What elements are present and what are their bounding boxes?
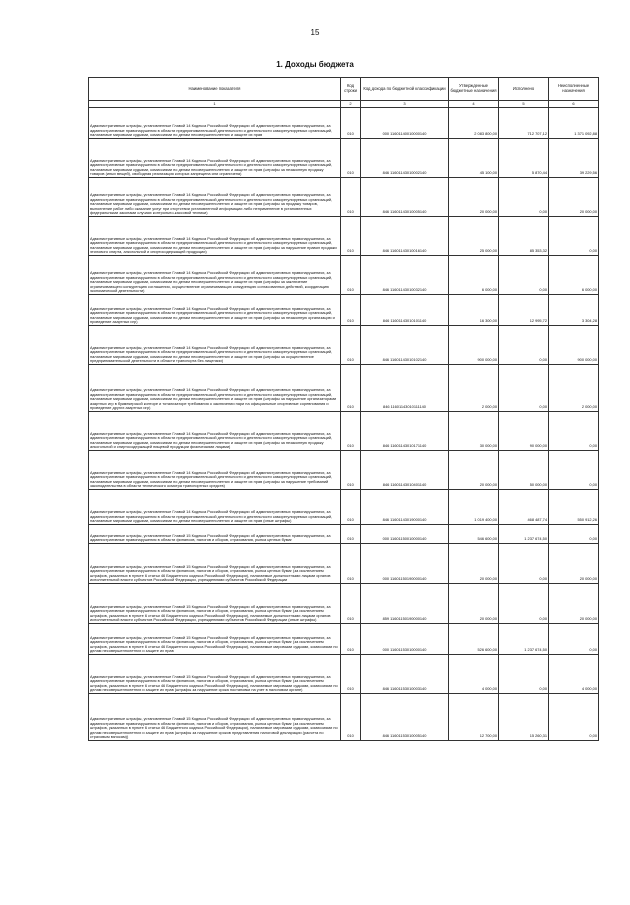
header-unexecuted: Неисполненные назначения — [549, 78, 599, 101]
row-code-cell: 010 — [341, 412, 361, 451]
row-name-cell: Административные штрафы, установленные Главой 15 Кодекса Российской Федерации об административных правонарушениях, за административные правонарушения в области финансов, налогов и сборов, страхования, рынка ценных бумаг — [89, 525, 341, 544]
row-name-cell: Административные штрафы, установленные Главой 14 Кодекса Российской Федерации об административных правонарушениях, за административные правонарушения в области предпринимательской деятельности и деятельности саморегулируемых организаций, налагаемые мировыми судьями, комиссиями по делам несовершеннолетних и защите их прав (штрафы за незаконную продажу товаров (иных вещей), свободная реализация которых запрещена или ограничена) — [89, 139, 341, 178]
row-unexecuted-cell: 20 000,00 — [549, 178, 599, 217]
page-title: 1. Доходы бюджета — [276, 60, 354, 69]
row-code-cell: 010 — [341, 544, 361, 584]
row-classification-cell: 846 11601143010101140 — [361, 295, 449, 326]
budget-income-table — [88, 77, 599, 741]
table-row — [89, 256, 599, 295]
row-name-cell: Административные штрафы, установленные Главой 14 Кодекса Российской Федерации об административных правонарушениях, за административные правонарушения в области предпринимательской деятельности и деятельности саморегулируемых организаций, налагаемые мировыми судьями, комиссиями по делам несовершеннолетних и защите их прав (штрафы за незаконную продажу алкогольной и спиртосодержащей пищевой продукции физическими лицами) — [89, 412, 341, 451]
row-name-cell: Административные штрафы, установленные Главой 15 Кодекса Российской Федерации об административных правонарушениях, за административные правонарушения в области финансов, налогов и сборов, страхования, рынка ценных бумаг (за исключением штрафов, указанных в пункте 6 статьи 46 Бюджетного кодекса Российской Федерации), налагаемые мировыми судьями, комиссиями по делам несовершеннолетних и защите их прав (штрафы за нарушение сроков представления налоговой декларации (расчета по страховым взносам)) — [89, 694, 341, 741]
row-unexecuted-cell: 900 000,00 — [549, 326, 599, 365]
column-number-row — [89, 101, 599, 108]
row-approved-cell: 20 000,00 — [449, 584, 499, 624]
row-classification-cell: 859 11601150190000140 — [361, 584, 449, 624]
row-approved-cell: 25 000,00 — [449, 217, 499, 256]
row-approved-cell: 526 600,00 — [449, 624, 499, 655]
row-approved-cell: 20 000,00 — [449, 451, 499, 490]
column-number: 6 — [549, 101, 599, 108]
row-unexecuted-cell: 1 371 092,88 — [549, 108, 599, 139]
header-approved: Утвержденные бюджетные назначения — [449, 78, 499, 101]
row-name-cell: Административные штрафы, установленные Главой 15 Кодекса Российской Федерации об административных правонарушениях, за административные правонарушения в области финансов, налогов и сборов, страхования, рынка ценных бумаг (за исключением штрафов, указанных в пункте 6 статьи 46 Бюджетного кодекса Российской Федерации), налагаемые должностными лицами органов исполнительной власти субъектов Российской Федерации, учреждениями субъектов Российской Федерации (иные штрафы) — [89, 584, 341, 624]
row-name-cell: Административные штрафы, установленные Главой 15 Кодекса Российской Федерации об административных правонарушениях, за административные правонарушения в области финансов, налогов и сборов, страхования, рынка ценных бумаг (за исключением штрафов, указанных в пункте 6 статьи 46 Бюджетного кодекса Российской Федерации), налагаемые мировыми судьями, комиссиями по делам несовершеннолетних и защите их прав — [89, 624, 341, 655]
row-executed-cell: 1 237 674,50 — [499, 525, 549, 544]
row-name-cell: Административные штрафы, установленные Главой 14 Кодекса Российской Федерации об административных правонарушениях, за административные правонарушения в области предпринимательской деятельности и деятельности саморегулируемых организаций, налагаемые мировыми судьями, комиссиями по делам несовершеннолетних и защите их прав (штрафы за нарушение требований законодательства в области технического осмотра транспортных средств) — [89, 451, 341, 490]
row-code-cell: 010 — [341, 108, 361, 139]
row-code-cell: 010 — [341, 295, 361, 326]
row-name-cell: Административные штрафы, установленные Главой 14 Кодекса Российской Федерации об административных правонарушениях, за административные правонарушения в области предпринимательской деятельности и деятельности саморегулируемых организаций, налагаемые мировыми судьями, комиссиями по делам несовершеннолетних и защите их прав (штрафы за продажу товаров, выполнение работ либо оказание услуг при отсутствии установленной информации либо неприменение в установленных федеральными законами случаях контрольно-кассовой техники) — [89, 178, 341, 217]
column-number: 2 — [341, 101, 361, 108]
table-header-row — [89, 78, 599, 101]
column-number: 5 — [499, 101, 549, 108]
row-executed-cell: 0,00 — [499, 655, 549, 694]
column-number: 4 — [449, 101, 499, 108]
table-row — [89, 624, 599, 655]
row-unexecuted-cell: 20 000,00 — [549, 544, 599, 584]
row-approved-cell: 6 000,00 — [449, 256, 499, 295]
row-approved-cell: 4 000,00 — [449, 655, 499, 694]
table-row — [89, 217, 599, 256]
row-executed-cell: 468 487,74 — [499, 490, 549, 525]
row-executed-cell: 0,00 — [499, 584, 549, 624]
row-approved-cell: 12 700,00 — [449, 694, 499, 741]
row-approved-cell: 20 000,00 — [449, 544, 499, 584]
row-code-cell: 010 — [341, 217, 361, 256]
row-classification-cell: 846 11601143010171140 — [361, 412, 449, 451]
row-unexecuted-cell: 39 229,56 — [549, 139, 599, 178]
row-unexecuted-cell: 2 000,00 — [549, 365, 599, 412]
row-code-cell: 010 — [341, 139, 361, 178]
row-executed-cell: 50 000,00 — [499, 451, 549, 490]
row-code-cell: 010 — [341, 655, 361, 694]
row-unexecuted-cell: 0,00 — [549, 412, 599, 451]
header-name: Наименование показателя — [89, 78, 341, 101]
row-classification-cell: 846 11601143010111140 — [361, 365, 449, 412]
row-approved-cell: 1 019 400,00 — [449, 490, 499, 525]
row-name-cell: Административные штрафы, установленные Главой 14 Кодекса Российской Федерации об административных правонарушениях, за административные правонарушения в области предпринимательской деятельности и деятельности саморегулируемых организаций, налагаемые мировыми судьями, комиссиями по делам несовершеннолетних и защите их прав (штрафы за нарушение организаторами азартных игр в букмекерской конторе и тотализаторе требования о заключении пари на официальные спортивные соревнования и проведение других азартных игр) — [89, 365, 341, 412]
row-classification-cell: 846 11601143019000140 — [361, 490, 449, 525]
row-classification-cell: 000 11601150010000140 — [361, 525, 449, 544]
table-row — [89, 584, 599, 624]
row-executed-cell: 0,00 — [499, 256, 549, 295]
row-executed-cell: 0,00 — [499, 326, 549, 365]
table-row — [89, 544, 599, 584]
row-approved-cell: 2 000,00 — [449, 365, 499, 412]
row-code-cell: 010 — [341, 326, 361, 365]
row-unexecuted-cell: 6 000,00 — [549, 256, 599, 295]
row-unexecuted-cell: 4 000,00 — [549, 655, 599, 694]
row-code-cell: 010 — [341, 694, 361, 741]
row-executed-cell: 90 000,00 — [499, 412, 549, 451]
row-code-cell: 010 — [341, 256, 361, 295]
row-classification-cell: 846 11601143010102140 — [361, 326, 449, 365]
row-name-cell: Административные штрафы, установленные Главой 14 Кодекса Российской Федерации об административных правонарушениях, за административные правонарушения в области предпринимательской деятельности и деятельности саморегулируемых организаций, налагаемые мировыми судьями, комиссиями по делам несовершеннолетних и защите их прав (штрафы за нарушение правил продажи этилового спирта, алкогольной и спиртосодержащей продукции) — [89, 217, 341, 256]
table-body — [89, 108, 599, 741]
row-unexecuted-cell: 0,00 — [549, 624, 599, 655]
row-classification-cell: 000 11601140010000140 — [361, 108, 449, 139]
row-name-cell: Административные штрафы, установленные Главой 14 Кодекса Российской Федерации об административных правонарушениях, за административные правонарушения в области предпринимательской деятельности и деятельности саморегулируемых организаций, налагаемые мировыми судьями, комиссиями по делам несовершеннолетних и защите их прав — [89, 108, 341, 139]
column-number: 1 — [89, 101, 341, 108]
row-code-cell: 010 — [341, 178, 361, 217]
row-classification-cell: 000 11601153010000140 — [361, 624, 449, 655]
row-unexecuted-cell: 0,00 — [549, 217, 599, 256]
row-approved-cell: 2 083 800,00 — [449, 108, 499, 139]
row-approved-cell: 45 100,00 — [449, 139, 499, 178]
row-unexecuted-cell: 0,00 — [549, 525, 599, 544]
table-row — [89, 655, 599, 694]
row-executed-cell: 5 870,44 — [499, 139, 549, 178]
row-code-cell: 010 — [341, 451, 361, 490]
row-approved-cell: 546 600,00 — [449, 525, 499, 544]
table-row — [89, 490, 599, 525]
row-name-cell: Административные штрафы, установленные Главой 15 Кодекса Российской Федерации об административных правонарушениях, за административные правонарушения в области финансов, налогов и сборов, страхования, рынка ценных бумаг (за исключением штрафов, указанных в пункте 6 статьи 46 Бюджетного кодекса Российской Федерации), налагаемые должностными лицами органов исполнительной власти субъектов Российской Федерации, учреждениями субъектов Российской Федерации — [89, 544, 341, 584]
table-row — [89, 295, 599, 326]
row-executed-cell: 0,00 — [499, 544, 549, 584]
column-number: 3 — [361, 101, 449, 108]
table-row — [89, 694, 599, 741]
row-classification-cell: 846 11601143010005140 — [361, 178, 449, 217]
row-unexecuted-cell: 3 304,28 — [549, 295, 599, 326]
row-code-cell: 010 — [341, 624, 361, 655]
row-executed-cell: 712 707,12 — [499, 108, 549, 139]
row-name-cell: Административные штрафы, установленные Главой 14 Кодекса Российской Федерации об административных правонарушениях, за административные правонарушения в области предпринимательской деятельности и деятельности саморегулируемых организаций, налагаемые мировыми судьями, комиссиями по делам несовершеннолетних и защите их прав (штрафы за незаконную организацию и проведение азартных игр) — [89, 295, 341, 326]
table-row — [89, 412, 599, 451]
row-name-cell: Административные штрафы, установленные Главой 15 Кодекса Российской Федерации об административных правонарушениях, за административные правонарушения в области финансов, налогов и сборов, страхования, рынка ценных бумаг (за исключением штрафов, указанных в пункте 6 статьи 46 Бюджетного кодекса Российской Федерации), налагаемые мировыми судьями, комиссиями по делам несовершеннолетних и защите их прав (штрафы за нарушение срока постановки на учет в налоговом органе) — [89, 655, 341, 694]
header-executed: Исполнено — [499, 78, 549, 101]
row-code-cell: 010 — [341, 490, 361, 525]
row-classification-cell: 846 11601153010003140 — [361, 655, 449, 694]
row-executed-cell: 85 353,32 — [499, 217, 549, 256]
row-approved-cell: 30 000,00 — [449, 412, 499, 451]
row-name-cell: Административные штрафы, установленные Главой 14 Кодекса Российской Федерации об административных правонарушениях, за административные правонарушения в области предпринимательской деятельности и деятельности саморегулируемых организаций, налагаемые мировыми судьями, комиссиями по делам несовершеннолетних и защите их прав (штрафы за осуществление предпринимательской деятельности в области транспорта без лицензии) — [89, 326, 341, 365]
row-executed-cell: 0,00 — [499, 365, 549, 412]
header-code: Код строки — [341, 78, 361, 101]
row-classification-cell: 846 11601143010032140 — [361, 256, 449, 295]
row-unexecuted-cell: 0,00 — [549, 694, 599, 741]
table-row — [89, 365, 599, 412]
row-code-cell: 010 — [341, 584, 361, 624]
table-row — [89, 139, 599, 178]
row-unexecuted-cell: 0,00 — [549, 451, 599, 490]
row-executed-cell: 15 260,31 — [499, 694, 549, 741]
row-classification-cell: 000 11601150190000140 — [361, 544, 449, 584]
row-classification-cell: 846 11601143010401140 — [361, 451, 449, 490]
row-executed-cell: 1 237 674,50 — [499, 624, 549, 655]
row-name-cell: Административные штрафы, установленные Главой 14 Кодекса Российской Федерации об административных правонарушениях, за административные правонарушения в области предпринимательской деятельности и деятельности саморегулируемых организаций, налагаемые мировыми судьями, комиссиями по делам несовершеннолетних и защите их прав (иные штрафы) — [89, 490, 341, 525]
row-approved-cell: 20 000,00 — [449, 178, 499, 217]
row-name-cell: Административные штрафы, установленные Главой 14 Кодекса Российской Федерации об административных правонарушениях, за административные правонарушения в области предпринимательской деятельности и деятельности саморегулируемых организаций, налагаемые мировыми судьями, комиссиями по делам несовершеннолетних и защите их прав (штрафы за заключение ограничивающего конкуренцию соглашения, осуществление ограничивающих конкуренцию согласованных действий, координацию экономической деятельности) — [89, 256, 341, 295]
table-row — [89, 178, 599, 217]
table-row — [89, 525, 599, 544]
row-code-cell: 010 — [341, 525, 361, 544]
row-classification-cell: 846 11601143010016140 — [361, 217, 449, 256]
row-classification-cell: 846 11601153010005140 — [361, 694, 449, 741]
row-code-cell: 010 — [341, 365, 361, 412]
row-unexecuted-cell: 550 912,26 — [549, 490, 599, 525]
page-number: 15 — [310, 28, 320, 37]
row-unexecuted-cell: 20 000,00 — [549, 584, 599, 624]
row-classification-cell: 846 11601143010002140 — [361, 139, 449, 178]
row-approved-cell: 16 300,00 — [449, 295, 499, 326]
table-row — [89, 108, 599, 139]
row-executed-cell: 12 995,72 — [499, 295, 549, 326]
table-row — [89, 451, 599, 490]
row-executed-cell: 0,00 — [499, 178, 549, 217]
table-row — [89, 326, 599, 365]
row-approved-cell: 900 000,00 — [449, 326, 499, 365]
header-classification: Код дохода по бюджетной классификации — [361, 78, 449, 101]
